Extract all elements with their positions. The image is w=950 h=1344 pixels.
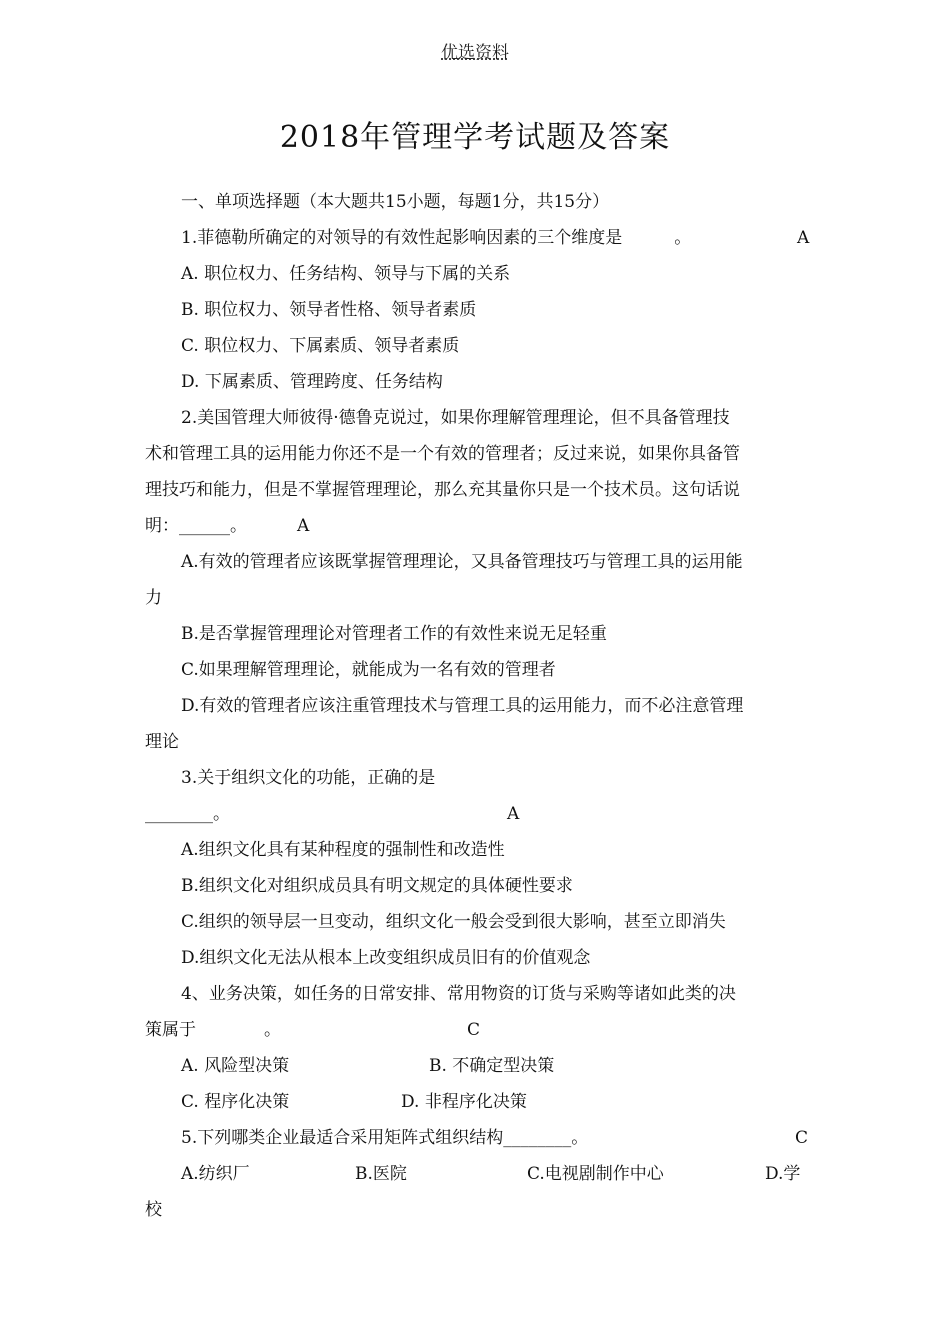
q2-option-c: C.如果理解管理理论，就能成为一名有效的管理者 (181, 660, 556, 680)
q4-options-row-1 (145, 1048, 810, 1084)
q3-option-b: B.组织文化对组织成员具有明文规定的具体硬性要求 (181, 876, 573, 896)
page-header (0, 38, 950, 63)
q1-stem: 1.菲德勒所确定的对领导的有效性起影响因素的三个维度是 (181, 228, 623, 248)
q4-option-d: D. 非程序化决策 (401, 1092, 527, 1112)
q3-answer: A (507, 804, 520, 824)
q2-line-4 (145, 508, 810, 544)
q4-answer: C (467, 1020, 481, 1040)
q2-answer: A (297, 516, 310, 536)
q4-options-row-2 (145, 1084, 810, 1120)
q3-option-a: A.组织文化具有某种程度的强制性和改造性 (181, 840, 505, 860)
q2-line-2: 术和管理工具的运用能力你还不是一个有效的管理者；反过来说，如果你具备管 (145, 444, 740, 464)
q1-end: 。 (674, 228, 692, 248)
q1-option-b: B. 职位权力、领导者性格、领导者素质 (181, 300, 477, 320)
q1-answer: A (797, 228, 810, 248)
q1-option-c: C. 职位权力、下属素质、领导者素质 (181, 336, 460, 356)
q5-options-row (145, 1156, 810, 1192)
q4-option-c: C. 程序化决策 (181, 1092, 290, 1112)
q3-stem: 3.关于组织文化的功能，正确的是 (181, 768, 436, 788)
q4-line-2 (145, 1012, 810, 1048)
document-title: 2018年管理学考试题及答案 (279, 120, 671, 155)
q2-line-1: 2.美国管理大师彼得·德鲁克说过，如果你理解管理理论，但不具备管理技 (181, 408, 730, 428)
q5-answer: C (795, 1128, 809, 1148)
q4-line-2-text: 策属于 (145, 1020, 196, 1040)
q2-option-b: B.是否掌握管理理论对管理者工作的有效性来说无足轻重 (181, 624, 607, 644)
q3-blank: ________。 (145, 804, 230, 824)
q3-option-c: C.组织的领导层一旦变动，组织文化一般会受到很大影响，甚至立即消失 (181, 912, 726, 932)
q1-option-a: A. 职位权力、任务结构、领导与下属的关系 (181, 264, 511, 284)
q4-line-1: 4、业务决策，如任务的日常安排、常用物资的订货与采购等诸如此类的决 (181, 984, 736, 1004)
q4-option-a: A. 风险型决策 (181, 1056, 290, 1076)
q2-option-d-cont: 理论 (145, 732, 179, 752)
section-heading: 一、单项选择题（本大题共15小题，每题1分，共15分） (181, 192, 610, 212)
q5-option-a: A.纺织厂 (181, 1164, 250, 1184)
q3-option-d: D.组织文化无法从根本上改变组织成员旧有的价值观念 (181, 948, 591, 968)
q5-option-d-cont: 校 (145, 1200, 162, 1220)
q3-blank-line (145, 796, 810, 832)
q5-option-b: B.医院 (355, 1164, 407, 1184)
exam-content (145, 184, 810, 1228)
q2-line-4-text: 明：______。 (145, 516, 247, 536)
q2-option-a-cont: 力 (145, 588, 162, 608)
q4-option-b: B. 不确定型决策 (429, 1056, 555, 1076)
q5-stem: 5.下列哪类企业最适合采用矩阵式组织结构________。 (181, 1128, 589, 1148)
q5-option-c: C.电视剧制作中心 (527, 1164, 664, 1184)
q5-option-d: D.学 (765, 1164, 801, 1184)
q5-line (145, 1120, 810, 1156)
q1-option-d: D. 下属素质、管理跨度、任务结构 (181, 372, 443, 392)
q2-option-a: A.有效的管理者应该既掌握管理理论，又具备管理技巧与管理工具的运用能 (181, 552, 743, 572)
q2-line-3: 理技巧和能力，但是不掌握管理理论，那么充其量你只是一个技术员。这句话说 (145, 480, 740, 500)
q4-end: 。 (264, 1020, 281, 1040)
q2-option-d: D.有效的管理者应该注重管理技术与管理工具的运用能力，而不必注意管理 (181, 696, 744, 716)
header-text: 优选资料 (441, 43, 509, 63)
question-1 (145, 220, 810, 256)
